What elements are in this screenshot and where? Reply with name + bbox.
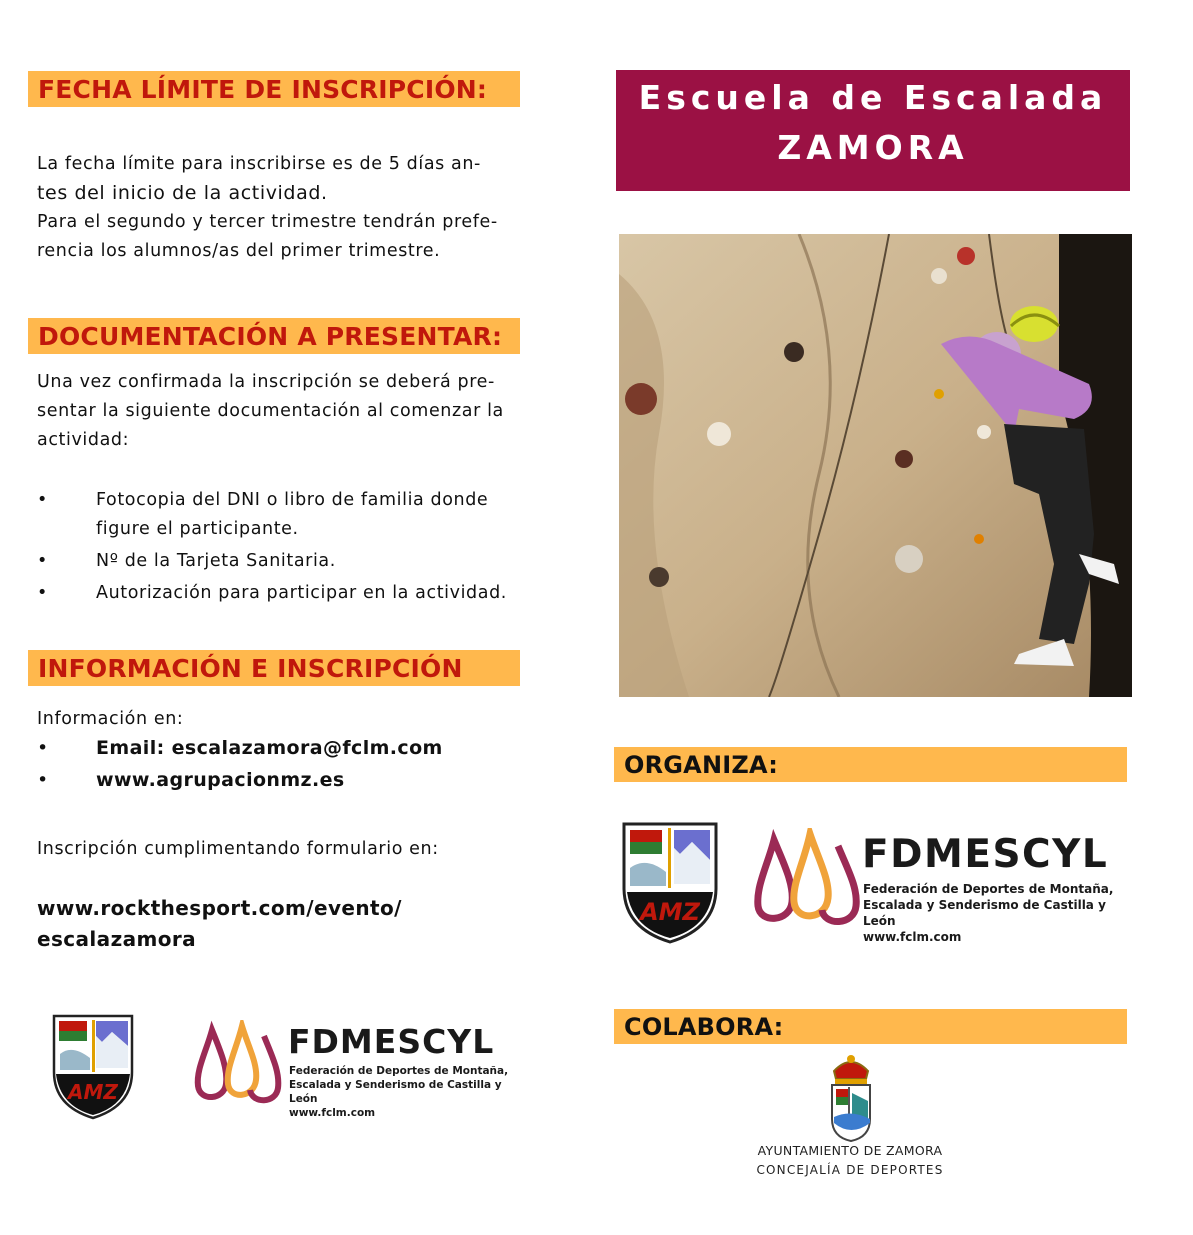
docs-intro	[37, 368, 514, 455]
fdmescyl-line: www.fclm.com	[863, 930, 962, 944]
amz-logo-large	[622, 822, 718, 944]
info-heading: INFORMACIÓN E INSCRIPCIÓN	[28, 650, 520, 686]
fdmescyl-logo-large	[750, 828, 1130, 944]
bullet-icon: •	[37, 551, 48, 571]
fdmescyl-sub-small	[289, 1064, 512, 1120]
info-lead: Información en:	[37, 709, 184, 729]
concejalia-name: CONCEJALÍA DE DEPORTES	[756, 1163, 944, 1177]
bullet-icon: •	[37, 490, 48, 510]
info-list	[37, 734, 517, 795]
docs-heading: DOCUMENTACIÓN A PRESENTAR:	[28, 318, 520, 354]
ayuntamiento-crest	[826, 1053, 876, 1143]
fdmescyl-line: Federación de Deportes de Montaña,	[289, 1065, 509, 1077]
colabora-heading: COLABORA:	[614, 1009, 1127, 1044]
list-item-line: Autorización para participar en la actividad.	[96, 583, 507, 603]
form-url[interactable]	[37, 893, 517, 955]
docs-list	[37, 486, 514, 608]
list-item	[37, 486, 514, 544]
fdmescyl-name-large: FDMESCYL	[862, 832, 1109, 877]
amz-logo-text: AMZ	[640, 898, 700, 926]
title-box	[616, 70, 1130, 191]
city-crest-icon	[826, 1053, 876, 1143]
email-link[interactable]: Email: escalazamora@fclm.com	[96, 737, 443, 759]
ayuntamiento-name: AYUNTAMIENTO DE ZAMORA	[757, 1143, 943, 1158]
bullet-icon: •	[37, 583, 48, 603]
fdmescyl-line: www.fclm.com	[289, 1107, 376, 1119]
list-item	[37, 734, 517, 763]
fdmescyl-drops-icon	[192, 1020, 284, 1110]
bullet-icon: •	[37, 769, 49, 791]
deadline-line-2: tes del inicio de la actividad.	[37, 182, 328, 204]
fdmescyl-drops-icon	[750, 828, 862, 932]
fdmescyl-logo-small	[192, 1020, 512, 1119]
deadline-line-3: Para el segundo y tercer trimestre tendrán prefe-	[37, 212, 498, 232]
web-link[interactable]: www.agrupacionmz.es	[96, 769, 345, 791]
page-title: Escuela de Escalada	[638, 78, 1108, 117]
fdmescyl-line: Federación de Deportes de Montaña,	[863, 882, 1114, 896]
deadline-text	[37, 150, 514, 266]
form-url-line-2: escalazamora	[37, 927, 197, 951]
fdmescyl-name-small: FDMESCYL	[288, 1022, 495, 1061]
list-item	[37, 579, 514, 608]
fdmescyl-line: Escalada y Senderismo de Castilla y León	[863, 898, 1106, 928]
list-item-line: figure el participante.	[96, 519, 299, 539]
amz-logo-text: AMZ	[68, 1080, 118, 1104]
fdmescyl-sub-large	[863, 881, 1130, 945]
list-item	[37, 766, 517, 795]
fdmescyl-line: Escalada y Senderismo de Castilla y León	[289, 1079, 502, 1105]
list-item	[37, 547, 514, 576]
docs-intro-line-1: Una vez confirmada la inscripción se deberá pre-	[37, 372, 495, 392]
climbing-photo	[619, 234, 1132, 697]
amz-logo	[52, 1014, 134, 1120]
bullet-icon: •	[37, 737, 49, 759]
list-item-line: Fotocopia del DNI o libro de familia donde	[96, 490, 489, 510]
deadline-heading: FECHA LÍMITE DE INSCRIPCIÓN:	[28, 71, 520, 107]
page-subtitle: ZAMORA	[777, 128, 969, 167]
deadline-line-1: La fecha límite para inscribirse es de 5 días an-	[37, 154, 481, 174]
amz-shield-icon	[52, 1014, 134, 1120]
form-text: Inscripción cumplimentando formulario en:	[37, 839, 439, 859]
climbing-wall-image	[619, 234, 1132, 697]
form-url-line-1: www.rockthesport.com/evento/	[37, 896, 402, 920]
docs-intro-line-2: sentar la siguiente documentación al comenzar la	[37, 401, 504, 421]
deadline-line-4: rencia los alumnos/as del primer trimestre.	[37, 241, 441, 261]
organiza-heading: ORGANIZA:	[614, 747, 1127, 782]
docs-intro-line-3: actividad:	[37, 430, 130, 450]
list-item-line: Nº de la Tarjeta Sanitaria.	[96, 551, 336, 571]
